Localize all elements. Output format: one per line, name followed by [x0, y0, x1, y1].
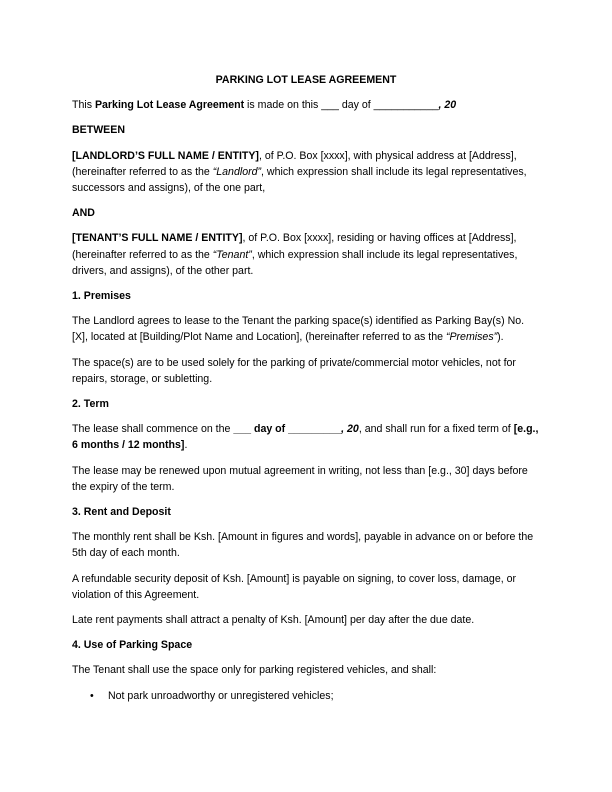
intro-pre: This	[72, 99, 95, 112]
landlord-paragraph	[72, 148, 540, 197]
intro-year: , 20	[438, 99, 457, 112]
tenant-name: [TENANT’S FULL NAME / ENTITY]	[72, 232, 243, 245]
section-3-paragraph-1: The monthly rent shall be Ksh. [Amount in figures and words], payable in advance on or before the 5th day of each month.	[72, 531, 534, 560]
bullet-icon: •	[90, 689, 94, 702]
list-item	[90, 688, 540, 704]
section-3-paragraph-3: Late rent payments shall attract a penalty of Ksh. [Amount] per day after the due date.	[72, 614, 475, 627]
list-item-text: Not park unroadworthy or unregistered vehicles;	[108, 689, 334, 702]
intro-paragraph	[72, 97, 540, 113]
tenant-text-1: , of P.O. Box [xxxx], residing or having offices at [Address], (hereinafter referred to as the	[72, 232, 517, 261]
term-mid: , and shall run for a fixed term of	[358, 423, 514, 436]
tenant-alias: “Tenant”	[212, 248, 252, 261]
intro-date-blank: is made on this ___ day of ___________	[244, 99, 439, 112]
premises-alias: “Premises”	[445, 331, 498, 344]
section-3-paragraph-2: A refundable security deposit of Ksh. [Amount] is payable on signing, to cover loss, damage, or violation of this Agreement.	[72, 572, 517, 601]
landlord-text-2: , which expression shall include its legal representatives, successors and assigns), of the one part,	[72, 165, 527, 195]
section-4-paragraph-1: The Tenant shall use the space only for parking registered vehicles, and shall:	[72, 664, 437, 677]
and-label: AND	[72, 207, 95, 220]
section-2-paragraph-1	[72, 421, 540, 453]
document-title: PARKING LOT LEASE AGREEMENT	[215, 74, 397, 86]
term-pre: The lease shall commence on the	[72, 423, 234, 436]
between-label: BETWEEN	[72, 124, 125, 137]
landlord-name: [LANDLORD’S FULL NAME / ENTITY]	[72, 149, 259, 162]
term-duration: [e.g., 6 months / 12 months]	[72, 423, 539, 452]
premises-end: ).	[497, 331, 504, 344]
landlord-alias: “Landlord”	[212, 165, 262, 178]
landlord-text-1: , of P.O. Box [xxxx], with physical address at [Address], (hereinafter referred to as the	[72, 149, 517, 178]
section-3-heading: 3. Rent and Deposit	[72, 506, 171, 519]
tenant-text-2: , which expression shall include its legal representatives, drivers, and assigns), of the other part.	[72, 248, 518, 277]
tenant-paragraph	[72, 230, 540, 279]
term-day-blank: ___ day of _________	[233, 423, 342, 436]
section-2-heading: 2. Term	[72, 398, 109, 411]
section-4-bullet-list	[72, 688, 540, 704]
section-1-paragraph-1	[72, 313, 540, 345]
premises-text: The Landlord agrees to lease to the Tenant the parking space(s) identified as Parking Bay(s) No. [X], located at [Building/Plot Name and Location], (hereinafter referred to as the	[72, 315, 525, 344]
section-2-paragraph-2: The lease may be renewed upon mutual agreement in writing, not less than [e.g., 30] days before the expiry of the term.	[72, 464, 528, 493]
term-end: .	[184, 439, 188, 452]
section-1-paragraph-2: The space(s) are to be used solely for the parking of private/commercial motor vehicles, not for repairs, storage, or subletting.	[72, 356, 516, 385]
intro-agreement-name: Parking Lot Lease Agreement	[94, 99, 245, 112]
section-4-heading: 4. Use of Parking Space	[72, 639, 193, 652]
term-year: , 20	[341, 423, 359, 436]
section-1-heading: 1. Premises	[72, 290, 131, 303]
